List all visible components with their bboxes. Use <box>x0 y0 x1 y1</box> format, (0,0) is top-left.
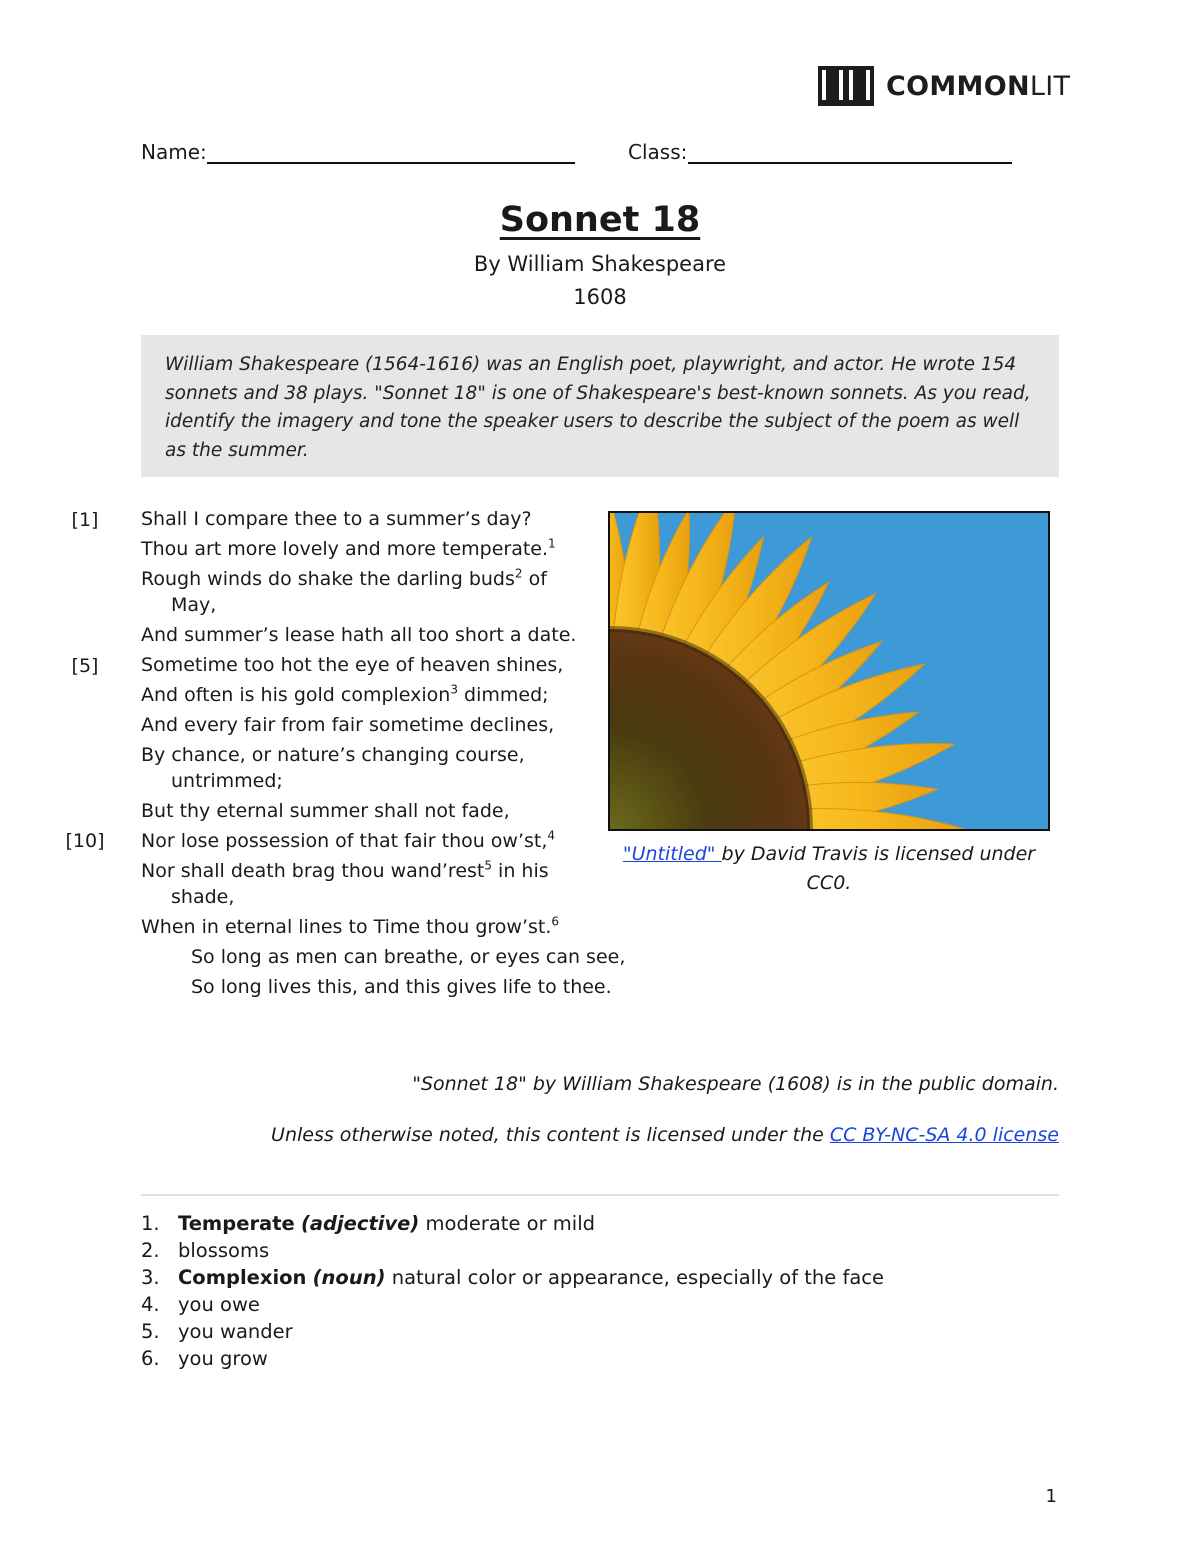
line-number: [10] <box>65 830 105 852</box>
poem-line: So long as men can breathe, or eyes can see, <box>191 946 626 968</box>
logo-wordmark: COMMONLIT <box>886 70 1071 102</box>
footnote-item: 3. Complexion (noun) natural color or appearance, especially of the face <box>141 1266 884 1289</box>
license-credit: Unless otherwise noted, this content is licensed under the CC BY-NC-SA 4.0 license <box>271 1124 1059 1146</box>
image-caption: "Untitled" by David Travis is licensed under CC0. <box>622 843 1036 894</box>
line-number: [5] <box>71 655 99 677</box>
publication-year: 1608 <box>573 285 627 309</box>
footnote-mark[interactable]: 5 <box>484 858 493 873</box>
poem-line: Thou art more lovely and more temperate.$^1$ <box>141 536 556 560</box>
footnote-mark[interactable]: 6 <box>551 914 560 929</box>
poem-line: By chance, or nature’s changing course, <box>141 744 525 766</box>
document-title: Sonnet 18 <box>499 200 701 240</box>
author-byline: By William Shakespeare <box>473 252 727 276</box>
sunflower-illustration <box>610 513 1048 829</box>
class-label: Class: <box>628 140 688 164</box>
poem-line: Sometime too hot the eye of heaven shines, <box>141 654 564 676</box>
poem-line: But thy eternal summer shall not fade, <box>141 800 510 822</box>
footnote-mark[interactable]: 2 <box>514 566 523 581</box>
license-link[interactable]: CC BY-NC-SA 4.0 license <box>829 1124 1059 1146</box>
poem-line-continuation: untrimmed; <box>171 770 283 792</box>
footnote-mark[interactable]: 1 <box>548 536 556 551</box>
footnote-mark[interactable]: 3 <box>450 682 458 697</box>
image-source-link[interactable]: "Untitled" <box>622 843 722 865</box>
footnote-mark[interactable]: 4 <box>547 828 556 843</box>
name-field-line[interactable] <box>207 162 575 164</box>
footnote-item: 5. you wander <box>141 1320 293 1343</box>
poem-line: So long lives this, and this gives life to thee. <box>191 976 612 998</box>
poem-line-continuation: shade, <box>171 886 235 908</box>
poem-line: Nor shall death brag thou wand’rest$^5$ in his <box>141 858 549 882</box>
poem-line: And every fair from fair sometime declines, <box>141 714 555 736</box>
footnote-item: 1. Temperate (adjective) moderate or mild <box>141 1212 595 1235</box>
footnote-divider <box>141 1194 1059 1196</box>
class-field-line[interactable] <box>688 162 1012 164</box>
poem-line-continuation: May, <box>171 594 217 616</box>
poem-line: Rough winds do shake the darling buds$^2$ of <box>141 566 547 590</box>
page-number: 1 <box>1045 1486 1057 1507</box>
sunflower-image <box>608 511 1050 831</box>
open-book-icon <box>818 66 874 106</box>
intro-box <box>141 335 1059 477</box>
poem-line: Shall I compare thee to a summer’s day? <box>141 508 532 530</box>
poem-line: Nor lose possession of that fair thou ow’st,$^4$ <box>141 828 556 852</box>
commonlit-logo <box>818 66 1070 106</box>
footnote-item: 6. you grow <box>141 1347 268 1370</box>
footnote-item: 4. you owe <box>141 1293 260 1316</box>
poem-line: And often is his gold complexion$^3$ dimmed; <box>141 682 549 706</box>
name-label: Name: <box>141 140 207 164</box>
poem-line: When in eternal lines to Time thou grow’st.$^6$ <box>141 914 560 938</box>
poem-line: And summer’s lease hath all too short a date. <box>141 624 577 646</box>
intro-text: William Shakespeare (1564-1616) was an English poet, playwright, and actor. He wrote 154 sonnets and 38 plays. "Sonnet 18" is one of Shakespeare's best-known sonnets. As you read, identify the imagery and tone the speaker users to describe the subject of the poem as well as the summer. <box>165 354 1031 461</box>
public-domain-credit: "Sonnet 18" by William Shakespeare (1608) is in the public domain. <box>412 1073 1059 1095</box>
footnote-item: 2. blossoms <box>141 1239 270 1262</box>
line-number: [1] <box>71 509 99 531</box>
